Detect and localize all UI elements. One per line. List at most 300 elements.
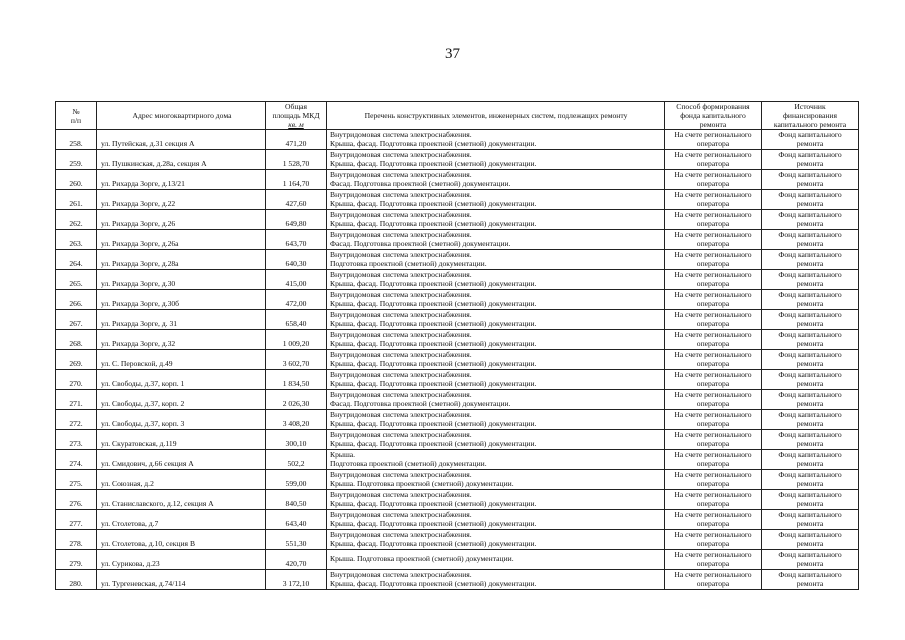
fund-method-line: На счете регионального — [674, 509, 752, 519]
row-fund-method — [665, 350, 762, 370]
row-area: 300,10 — [266, 430, 327, 450]
row-area: 472,00 — [266, 290, 327, 310]
row-address: ул. Рихарда Зорге, д.26 — [97, 210, 266, 230]
funding-source-line: ремонта — [796, 138, 824, 148]
fund-method-line: На счете регионального — [674, 529, 752, 539]
row-funding-source — [762, 510, 859, 530]
work-item: Подготовка проектной (сметной) документации. — [330, 258, 487, 268]
work-item: Внутридомовая система электроснабжения. — [330, 529, 472, 539]
row-number: 270. — [56, 370, 97, 390]
row-address: ул. Скуратовская, д.119 — [97, 430, 266, 450]
fund-method-line: На счете регионального — [674, 329, 752, 339]
work-item: Крыша, фасад. Подготовка проектной (сметной) документации. — [330, 358, 537, 368]
row-area: 471,20 — [266, 130, 327, 150]
row-work-list — [327, 270, 665, 290]
funding-source-line: ремонта — [796, 298, 824, 308]
fund-method-line: На счете регионального — [674, 149, 752, 159]
funding-source-line: Фонд капитального — [778, 329, 842, 339]
header-area — [266, 102, 327, 130]
row-funding-source — [762, 570, 859, 590]
row-address: ул. Рихарда Зорге, д.30 — [97, 270, 266, 290]
row-address: ул. Рихарда Зорге, д.26а — [97, 230, 266, 250]
work-item: Крыша, фасад. Подготовка проектной (сметной) документации. — [330, 438, 537, 448]
fund-method-line: На счете регионального — [674, 369, 752, 379]
row-number: 261. — [56, 190, 97, 210]
work-item: Крыша, фасад. Подготовка проектной (сметной) документации. — [330, 138, 537, 148]
funding-source-line: Фонд капитального — [778, 529, 842, 539]
work-item: Внутридомовая система электроснабжения. — [330, 309, 472, 319]
fund-method-line: оператора — [696, 578, 730, 588]
work-item: Крыша, фасад. Подготовка проектной (сметной) документации. — [330, 378, 537, 388]
header-method-line1: Способ формирования — [676, 102, 750, 111]
funding-source-line: Фонд капитального — [778, 469, 842, 479]
row-address: ул. Свободы, д.37, корп. 2 — [97, 390, 266, 410]
funding-source-line: ремонта — [796, 238, 824, 248]
row-number: 272. — [56, 410, 97, 430]
header-list: Перечень конструктивных элементов, инженерных систем, подлежащих ремонту — [327, 102, 665, 130]
row-funding-source — [762, 390, 859, 410]
funding-source-line: ремонта — [796, 478, 824, 488]
work-item: Внутридомовая система электроснабжения. — [330, 369, 472, 379]
row-address: ул. Тургеневская, д.74/114 — [97, 570, 266, 590]
row-fund-method — [665, 430, 762, 450]
fund-method-line: На счете регионального — [674, 569, 752, 579]
fund-method-line: На счете регионального — [674, 169, 752, 179]
row-number: 280. — [56, 570, 97, 590]
work-item: Внутридомовая система электроснабжения. — [330, 209, 472, 219]
row-number: 271. — [56, 390, 97, 410]
fund-method-line: На счете регионального — [674, 549, 752, 559]
fund-method-line: оператора — [696, 418, 730, 428]
fund-method-line: На счете регионального — [674, 189, 752, 199]
funding-source-line: Фонд капитального — [778, 569, 842, 579]
table-row — [56, 190, 859, 210]
funding-source-line: ремонта — [796, 258, 824, 268]
fund-method-line: оператора — [696, 138, 730, 148]
table-row — [56, 270, 859, 290]
row-work-list — [327, 550, 665, 570]
work-item: Внутридомовая система электроснабжения. — [330, 469, 472, 479]
fund-method-line: оператора — [696, 358, 730, 368]
header-source-line1: Источник — [794, 102, 826, 111]
work-item: Внутридомовая система электроснабжения. — [330, 409, 472, 419]
header-method-line3: ремонта — [699, 120, 727, 129]
work-item: Внутридомовая система электроснабжения. — [330, 289, 472, 299]
row-funding-source — [762, 270, 859, 290]
funding-source-line: ремонта — [796, 458, 824, 468]
work-item: Внутридомовая система электроснабжения. — [330, 429, 472, 439]
row-funding-source — [762, 370, 859, 390]
work-item: Внутридомовая система электроснабжения. — [330, 349, 472, 359]
table-row — [56, 570, 859, 590]
row-area: 658,40 — [266, 310, 327, 330]
header-area-unit: кв. м — [288, 120, 304, 129]
row-fund-method — [665, 150, 762, 170]
row-number: 276. — [56, 490, 97, 510]
row-funding-source — [762, 170, 859, 190]
fund-method-line: оператора — [696, 198, 730, 208]
row-work-list — [327, 310, 665, 330]
funding-source-line: ремонта — [796, 418, 824, 428]
header-number-line1: № — [72, 106, 80, 116]
row-area: 649,80 — [266, 210, 327, 230]
work-item: Крыша, фасад. Подготовка проектной (сметной) документации. — [330, 518, 537, 528]
funding-source-line: Фонд капитального — [778, 449, 842, 459]
funding-source-line: ремонта — [796, 378, 824, 388]
row-address: ул. Пушкинская, д.28а, секция А — [97, 150, 266, 170]
row-work-list — [327, 350, 665, 370]
table-row — [56, 550, 859, 570]
row-funding-source — [762, 330, 859, 350]
row-area: 1 834,50 — [266, 370, 327, 390]
funding-source-line: ремонта — [796, 538, 824, 548]
funding-source-line: Фонд капитального — [778, 129, 842, 139]
funding-source-line: ремонта — [796, 218, 824, 228]
row-funding-source — [762, 130, 859, 150]
row-address: ул. Рихарда Зорге, д.30б — [97, 290, 266, 310]
page-number: 37 — [445, 46, 460, 62]
row-work-list — [327, 370, 665, 390]
row-work-list — [327, 570, 665, 590]
funding-source-line: Фонд капитального — [778, 349, 842, 359]
work-item: Внутридомовая система электроснабжения. — [330, 149, 472, 159]
funding-source-line: Фонд капитального — [778, 489, 842, 499]
table-row — [56, 450, 859, 470]
row-number: 259. — [56, 150, 97, 170]
work-item: Внутридомовая система электроснабжения. — [330, 329, 472, 339]
funding-source-line: Фонд капитального — [778, 229, 842, 239]
row-funding-source — [762, 190, 859, 210]
fund-method-line: На счете регионального — [674, 449, 752, 459]
header-source-line2: финансирования — [783, 111, 837, 120]
work-item: Подготовка проектной (сметной) документации. — [330, 458, 487, 468]
fund-method-line: На счете регионального — [674, 209, 752, 219]
row-area: 502,2 — [266, 450, 327, 470]
row-area: 1 009,20 — [266, 330, 327, 350]
row-funding-source — [762, 530, 859, 550]
row-area: 551,30 — [266, 530, 327, 550]
row-address: ул. Рихарда Зорге, д.28а — [97, 250, 266, 270]
work-item: Внутридомовая система электроснабжения. — [330, 569, 472, 579]
row-fund-method — [665, 470, 762, 490]
fund-method-line: На счете регионального — [674, 129, 752, 139]
row-number: 267. — [56, 310, 97, 330]
row-work-list — [327, 430, 665, 450]
funding-source-line: ремонта — [796, 338, 824, 348]
row-area: 840,50 — [266, 490, 327, 510]
funding-source-line: Фонд капитального — [778, 369, 842, 379]
table-row — [56, 370, 859, 390]
fund-method-line: оператора — [696, 158, 730, 168]
row-area: 3 408,20 — [266, 410, 327, 430]
row-work-list — [327, 510, 665, 530]
funding-source-line: Фонд капитального — [778, 269, 842, 279]
work-item: Фасад. Подготовка проектной (сметной) документации. — [330, 178, 511, 188]
row-number: 275. — [56, 470, 97, 490]
row-address: ул. Рихарда Зорге, д.32 — [97, 330, 266, 350]
row-number: 268. — [56, 330, 97, 350]
row-fund-method — [665, 170, 762, 190]
row-work-list — [327, 390, 665, 410]
work-item: Внутридомовая система электроснабжения. — [330, 229, 472, 239]
funding-source-line: Фонд капитального — [778, 509, 842, 519]
work-item: Крыша, фасад. Подготовка проектной (сметной) документации. — [330, 298, 537, 308]
row-work-list — [327, 450, 665, 470]
table-row — [56, 490, 859, 510]
funding-source-line: Фонд капитального — [778, 249, 842, 259]
row-work-list — [327, 130, 665, 150]
row-address: ул. Свободы, д.37, корп. 3 — [97, 410, 266, 430]
header-area-line2: площадь МКД — [272, 111, 320, 120]
row-fund-method — [665, 370, 762, 390]
funding-source-line: ремонта — [796, 278, 824, 288]
row-funding-source — [762, 310, 859, 330]
row-address: ул. Свободы, д.37, корп. 1 — [97, 370, 266, 390]
row-work-list — [327, 410, 665, 430]
row-area: 1 528,70 — [266, 150, 327, 170]
row-work-list — [327, 210, 665, 230]
row-area: 2 026,30 — [266, 390, 327, 410]
row-fund-method — [665, 450, 762, 470]
fund-method-line: На счете регионального — [674, 229, 752, 239]
fund-method-line: На счете регионального — [674, 289, 752, 299]
row-number: 265. — [56, 270, 97, 290]
row-number: 263. — [56, 230, 97, 250]
fund-method-line: оператора — [696, 218, 730, 228]
work-item: Внутридомовая система электроснабжения. — [330, 389, 472, 399]
table-row — [56, 170, 859, 190]
row-fund-method — [665, 330, 762, 350]
work-item: Крыша, фасад. Подготовка проектной (сметной) документации. — [330, 418, 537, 428]
work-item: Крыша, фасад. Подготовка проектной (сметной) документации. — [330, 198, 537, 208]
work-item: Фасад. Подготовка проектной (сметной) документации. — [330, 398, 511, 408]
row-number: 279. — [56, 550, 97, 570]
fund-method-line: На счете регионального — [674, 309, 752, 319]
row-fund-method — [665, 250, 762, 270]
funding-source-line: ремонта — [796, 498, 824, 508]
table-row — [56, 530, 859, 550]
funding-source-line: ремонта — [796, 518, 824, 528]
work-item: Внутридомовая система электроснабжения. — [330, 489, 472, 499]
funding-source-line: Фонд капитального — [778, 549, 842, 559]
row-work-list — [327, 170, 665, 190]
table-row — [56, 230, 859, 250]
funding-source-line: ремонта — [796, 398, 824, 408]
row-fund-method — [665, 490, 762, 510]
fund-method-line: оператора — [696, 318, 730, 328]
table-row — [56, 250, 859, 270]
table-row — [56, 130, 859, 150]
funding-source-line: Фонд капитального — [778, 169, 842, 179]
header-method-line2: фонда капитального — [680, 111, 746, 120]
funding-source-line: Фонд капитального — [778, 429, 842, 439]
row-area: 643,70 — [266, 230, 327, 250]
table-header-row — [56, 102, 859, 130]
table-row — [56, 350, 859, 370]
row-address: ул. Смидович, д.66 секция А — [97, 450, 266, 470]
fund-method-line: оператора — [696, 338, 730, 348]
fund-method-line: оператора — [696, 558, 730, 568]
row-address: ул. Станиславского, д.12, секция А — [97, 490, 266, 510]
row-funding-source — [762, 150, 859, 170]
row-fund-method — [665, 290, 762, 310]
funding-source-line: Фонд капитального — [778, 389, 842, 399]
funding-source-line: ремонта — [796, 158, 824, 168]
work-item: Крыша. — [330, 449, 356, 459]
row-address: ул. Союзная, д.2 — [97, 470, 266, 490]
row-funding-source — [762, 250, 859, 270]
funding-source-line: ремонта — [796, 358, 824, 368]
header-number-line2: п/п — [70, 115, 82, 125]
table-row — [56, 210, 859, 230]
row-number: 277. — [56, 510, 97, 530]
table-row — [56, 290, 859, 310]
row-funding-source — [762, 290, 859, 310]
row-fund-method — [665, 310, 762, 330]
funding-source-line: ремонта — [796, 558, 824, 568]
work-item: Крыша, фасад. Подготовка проектной (сметной) документации. — [330, 218, 537, 228]
fund-method-line: оператора — [696, 298, 730, 308]
table-row — [56, 390, 859, 410]
work-item: Внутридомовая система электроснабжения. — [330, 509, 472, 519]
fund-method-line: оператора — [696, 498, 730, 508]
row-work-list — [327, 250, 665, 270]
fund-method-line: На счете регионального — [674, 349, 752, 359]
row-number: 273. — [56, 430, 97, 450]
fund-method-line: На счете регионального — [674, 469, 752, 479]
work-item: Фасад. Подготовка проектной (сметной) документации. — [330, 238, 511, 248]
row-fund-method — [665, 550, 762, 570]
header-source-line3: капитального ремонта — [773, 120, 847, 129]
work-item: Крыша, фасад. Подготовка проектной (сметной) документации. — [330, 578, 537, 588]
row-area: 640,30 — [266, 250, 327, 270]
row-work-list — [327, 490, 665, 510]
row-number: 278. — [56, 530, 97, 550]
funding-source-line: Фонд капитального — [778, 189, 842, 199]
row-work-list — [327, 150, 665, 170]
row-address: ул. Рихарда Зорге, д.13/21 — [97, 170, 266, 190]
row-address: ул. Рихарда Зорге, д. 31 — [97, 310, 266, 330]
work-item: Крыша. Подготовка проектной (сметной) документации. — [330, 554, 514, 563]
row-fund-method — [665, 130, 762, 150]
table-row — [56, 410, 859, 430]
row-funding-source — [762, 350, 859, 370]
fund-method-line: На счете регионального — [674, 489, 752, 499]
row-number: 258. — [56, 130, 97, 150]
row-area: 427,60 — [266, 190, 327, 210]
work-item: Крыша, фасад. Подготовка проектной (сметной) документации. — [330, 498, 537, 508]
fund-method-line: оператора — [696, 258, 730, 268]
row-number: 266. — [56, 290, 97, 310]
funding-source-line: ремонта — [796, 198, 824, 208]
fund-method-line: На счете регионального — [674, 269, 752, 279]
row-work-list — [327, 290, 665, 310]
fund-method-line: На счете регионального — [674, 429, 752, 439]
row-number: 262. — [56, 210, 97, 230]
table-row — [56, 510, 859, 530]
row-fund-method — [665, 570, 762, 590]
fund-method-line: оператора — [696, 458, 730, 468]
row-work-list — [327, 230, 665, 250]
row-work-list — [327, 530, 665, 550]
row-address: ул. Путейская, д.31 секция А — [97, 130, 266, 150]
table-row — [56, 150, 859, 170]
row-fund-method — [665, 210, 762, 230]
funding-source-line: ремонта — [796, 318, 824, 328]
work-item: Крыша. Подготовка проектной (сметной) документации. — [330, 478, 514, 488]
row-funding-source — [762, 470, 859, 490]
funding-source-line: ремонта — [796, 178, 824, 188]
fund-method-line: На счете регионального — [674, 409, 752, 419]
funding-source-line: ремонта — [796, 578, 824, 588]
row-funding-source — [762, 490, 859, 510]
table-row — [56, 330, 859, 350]
row-area: 643,40 — [266, 510, 327, 530]
row-area: 3 602,70 — [266, 350, 327, 370]
row-fund-method — [665, 530, 762, 550]
row-address: ул. Сурикова, д.23 — [97, 550, 266, 570]
row-funding-source — [762, 450, 859, 470]
funding-source-line: Фонд капитального — [778, 289, 842, 299]
fund-method-line: оператора — [696, 398, 730, 408]
work-item: Крыша, фасад. Подготовка проектной (сметной) документации. — [330, 278, 537, 288]
work-item: Крыша, фасад. Подготовка проектной (сметной) документации. — [330, 318, 537, 328]
row-address: ул. С. Перовской, д.49 — [97, 350, 266, 370]
header-source — [762, 102, 859, 130]
row-area: 1 164,70 — [266, 170, 327, 190]
row-work-list — [327, 190, 665, 210]
table-body — [56, 130, 859, 590]
row-funding-source — [762, 430, 859, 450]
row-fund-method — [665, 270, 762, 290]
table-row — [56, 310, 859, 330]
row-fund-method — [665, 410, 762, 430]
work-item: Внутридомовая система электроснабжения. — [330, 189, 472, 199]
row-area: 420,70 — [266, 550, 327, 570]
row-work-list — [327, 330, 665, 350]
row-address: ул. Столетова, д.10, секция В — [97, 530, 266, 550]
work-item: Внутридомовая система электроснабжения. — [330, 169, 472, 179]
work-item: Внутридомовая система электроснабжения. — [330, 129, 472, 139]
header-number — [56, 102, 97, 130]
fund-method-line: оператора — [696, 518, 730, 528]
repair-program-table — [55, 101, 859, 590]
work-item: Крыша, фасад. Подготовка проектной (сметной) документации. — [330, 158, 537, 168]
fund-method-line: оператора — [696, 278, 730, 288]
fund-method-line: На счете регионального — [674, 249, 752, 259]
fund-method-line: оператора — [696, 178, 730, 188]
row-number: 264. — [56, 250, 97, 270]
work-item: Крыша, фасад. Подготовка проектной (сметной) документации. — [330, 338, 537, 348]
row-funding-source — [762, 410, 859, 430]
row-area: 599,00 — [266, 470, 327, 490]
funding-source-line: Фонд капитального — [778, 149, 842, 159]
funding-source-line: Фонд капитального — [778, 409, 842, 419]
row-funding-source — [762, 210, 859, 230]
fund-method-line: оператора — [696, 378, 730, 388]
work-item: Внутридомовая система электроснабжения. — [330, 269, 472, 279]
row-fund-method — [665, 230, 762, 250]
row-fund-method — [665, 510, 762, 530]
row-funding-source — [762, 230, 859, 250]
row-area: 415,00 — [266, 270, 327, 290]
row-address: ул. Столетова, д.7 — [97, 510, 266, 530]
work-item: Крыша, фасад. Подготовка проектной (сметной) документации. — [330, 538, 537, 548]
row-fund-method — [665, 390, 762, 410]
work-item: Внутридомовая система электроснабжения. — [330, 249, 472, 259]
funding-source-line: ремонта — [796, 438, 824, 448]
row-number: 274. — [56, 450, 97, 470]
